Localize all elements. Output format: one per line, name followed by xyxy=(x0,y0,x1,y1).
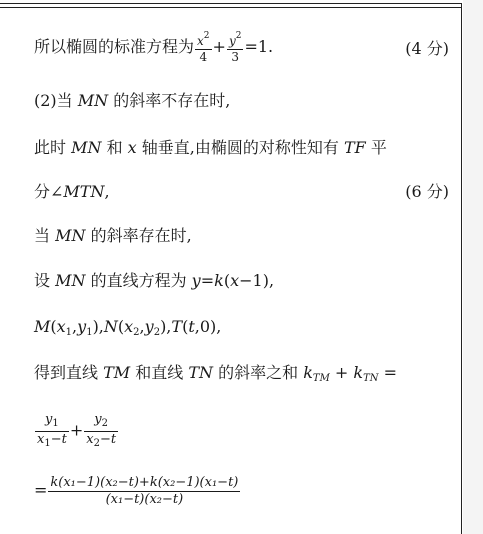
equation-tail: =1. xyxy=(244,37,274,57)
ellipse-equation-line xyxy=(34,32,273,63)
case-slope-exists-line: 当 MN 的斜率存在时, xyxy=(34,226,192,245)
combined-fraction-line xyxy=(34,476,241,506)
plus-sign: + xyxy=(212,37,226,57)
fraction-x2-over-4: $\frac{x^2}{4}$ xyxy=(197,31,210,64)
score-mark-6: (6 分) xyxy=(405,182,449,201)
case-no-slope-line: (2)当 MN 的斜率不存在时, xyxy=(34,91,231,110)
fraction-y2-over-x2-minus-t: $\frac{y_2}{x_2-t}$ xyxy=(86,412,117,449)
slope-fractions-line xyxy=(34,413,119,449)
bisect-angle-line: 分∠MTN, xyxy=(34,182,110,201)
right-margin xyxy=(463,0,483,534)
fraction-y1-over-x1-minus-t: $\frac{y_1}{x_1-t}$ xyxy=(37,412,67,449)
point-coordinates-line: $M(x_1,y_1),N(x_2,y_2),T(t,0)$, xyxy=(34,317,222,338)
combined-slope-fraction: $\frac{\text{k(x₁−1)(x₂−t)+k(x₂−1)(x₁−t)}}{\text{(x₁−t)(x₂−t)}}$ xyxy=(50,475,239,507)
line-equation-line: 设 MN 的直线方程为 y=k(x−1), xyxy=(34,271,275,290)
top-rule xyxy=(0,3,462,4)
equals-sign: = xyxy=(34,480,48,500)
fraction-y2-over-3: $\frac{y^2}{3}$ xyxy=(228,31,242,64)
plus-sign: + xyxy=(69,420,84,440)
score-mark-4: (4 分) xyxy=(405,39,449,58)
perpendicular-line: 此时 MN 和 x 轴垂直,由椭圆的对称性知有 TF 平 xyxy=(34,138,387,157)
top-rule-thin xyxy=(0,7,462,8)
ellipse-equation-intro: 所以椭圆的标准方程为 xyxy=(34,37,195,57)
page-edge-line xyxy=(461,3,462,534)
slope-sum-line: 得到直线 TM 和直线 TN 的斜率之和 $k_{TM} + k_{TN}$ = xyxy=(34,363,398,384)
